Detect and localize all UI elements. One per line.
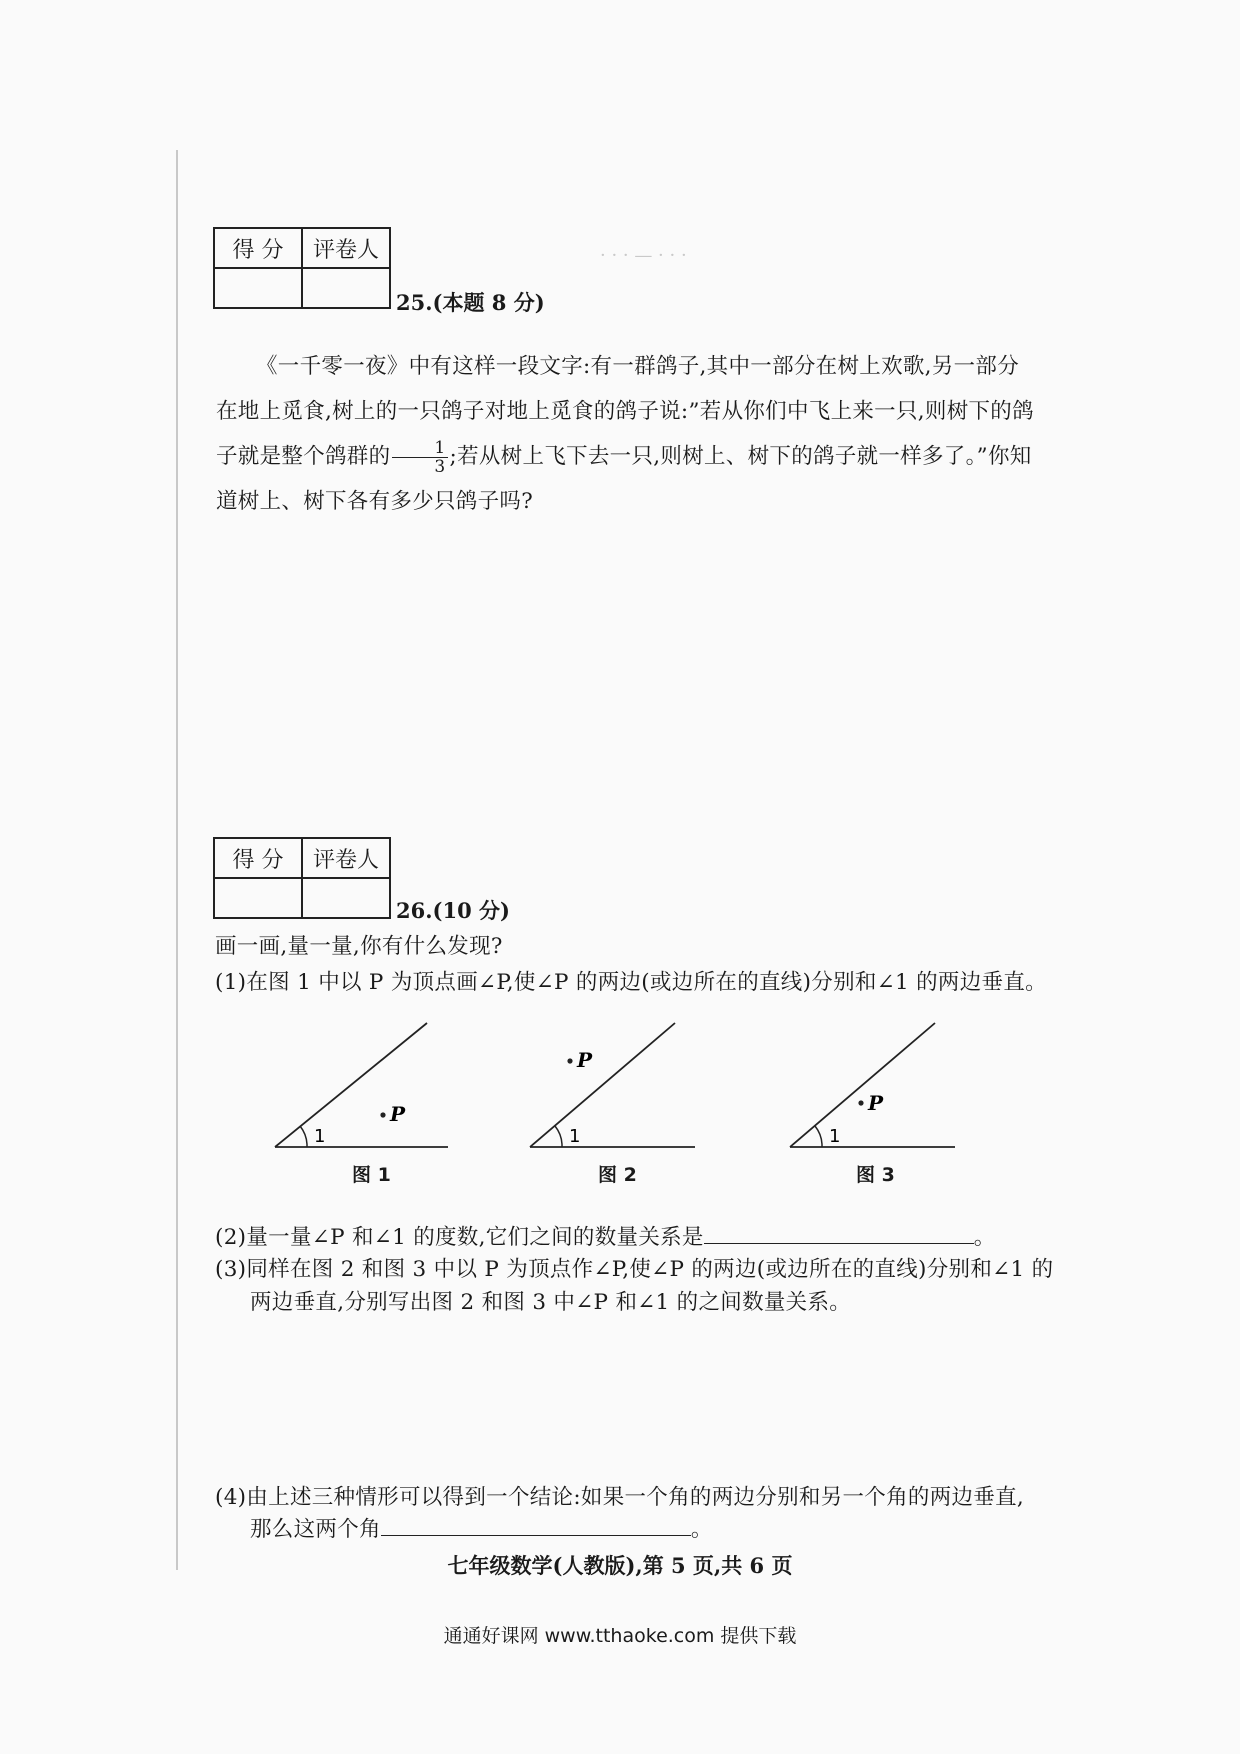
q26-part4-prefix: 那么这两个角 bbox=[250, 1517, 381, 1542]
binding-edge bbox=[176, 150, 178, 1570]
q25-text-part1: 《一千零一夜》中有这样一段文字:有一群鸽子,其中一部分在树上欢歌,另一部分在地上觅食,树上的一只鸽子对地上觅食的鸽子说:”若从你们中飞上来一只,则树下的鸽子就是整个鸽群的 bbox=[216, 354, 1034, 469]
fraction-denominator: 3 bbox=[434, 456, 446, 477]
q25-answer-area[interactable] bbox=[216, 520, 1038, 820]
bleed-through-marks: · · · — · · · bbox=[600, 245, 687, 266]
q26-intro: 画一画,量一量,你有什么发现? bbox=[215, 934, 503, 959]
angle-ray-slanted bbox=[275, 1023, 427, 1147]
q25-text-part2: ;若从树上飞下去一只,则树上、树下的鸽子就一样多了。”你知道树上、树下各有多少只鸽子吗? bbox=[216, 444, 1032, 514]
grader-cell[interactable] bbox=[302, 268, 390, 308]
figure-3-caption: 图 3 bbox=[856, 1164, 895, 1186]
figure-2 bbox=[525, 1020, 725, 1170]
part2-answer-blank[interactable] bbox=[704, 1223, 974, 1244]
q26-part2-suffix: 。 bbox=[973, 1225, 996, 1250]
score-table-q25 bbox=[213, 227, 391, 309]
grader-cell[interactable] bbox=[302, 878, 390, 918]
figure-2-caption: 图 2 bbox=[598, 1164, 637, 1186]
angle-arc bbox=[555, 1126, 562, 1147]
q25-text bbox=[216, 344, 1038, 524]
angle-arc bbox=[815, 1126, 822, 1147]
q25-title: 25.(本题 8 分) bbox=[396, 290, 545, 315]
q26-part4-line1: (4)由上述三种情形可以得到一个结论:如果一个角的两边分别和另一个角的两边垂直, bbox=[215, 1485, 1025, 1510]
angle-label: 1 bbox=[829, 1126, 841, 1147]
q26-part3-line2: 两边垂直,分别写出图 2 和图 3 中∠P 和∠1 的之间数量关系。 bbox=[250, 1290, 852, 1315]
score-header: 得 分 bbox=[214, 838, 302, 878]
q26-part1: (1)在图 1 中以 P 为顶点画∠P,使∠P 的两边(或边所在的直线)分别和∠1 的两边垂直。 bbox=[215, 970, 1047, 995]
point-p-label: P bbox=[577, 1048, 593, 1072]
download-credit: 通通好课网 www.tthaoke.com 提供下载 bbox=[443, 1625, 797, 1647]
point-p[interactable] bbox=[858, 1100, 863, 1105]
fraction-numerator: 1 bbox=[392, 439, 447, 458]
score-header: 得 分 bbox=[214, 228, 302, 268]
page-footer: 七年级数学(人教版),第 5 页,共 6 页 bbox=[447, 1553, 793, 1578]
part3-answer-area[interactable] bbox=[250, 1330, 1040, 1460]
point-p-label: P bbox=[390, 1102, 406, 1126]
angle-label: 1 bbox=[314, 1126, 326, 1147]
grader-header: 评卷人 bbox=[302, 838, 390, 878]
q26-part3-line1: (3)同样在图 2 和图 3 中以 P 为顶点作∠P,使∠P 的两边(或边所在的直线)分别和∠1 的 bbox=[215, 1257, 1054, 1282]
one-third-fraction bbox=[392, 439, 447, 476]
angle-ray-slanted bbox=[530, 1023, 675, 1147]
point-p-label: P bbox=[868, 1091, 884, 1115]
part4-answer-blank[interactable] bbox=[381, 1515, 691, 1536]
point-p[interactable] bbox=[380, 1112, 385, 1117]
angle-ray-slanted bbox=[790, 1023, 935, 1147]
q26-part2-prefix: (2)量一量∠P 和∠1 的度数,它们之间的数量关系是 bbox=[215, 1225, 704, 1250]
angle-arc bbox=[300, 1126, 307, 1147]
figure-1-caption: 图 1 bbox=[352, 1164, 391, 1186]
q26-part4-suffix: 。 bbox=[690, 1517, 713, 1542]
score-cell[interactable] bbox=[214, 268, 302, 308]
score-cell[interactable] bbox=[214, 878, 302, 918]
angle-label: 1 bbox=[569, 1126, 581, 1147]
q26-part4-line2 bbox=[250, 1507, 713, 1552]
point-p[interactable] bbox=[567, 1058, 572, 1063]
figure-3 bbox=[785, 1020, 985, 1170]
grader-header: 评卷人 bbox=[302, 228, 390, 268]
q26-title: 26.(10 分) bbox=[396, 898, 510, 923]
score-table-q26 bbox=[213, 837, 391, 919]
figure-1 bbox=[270, 1020, 470, 1170]
